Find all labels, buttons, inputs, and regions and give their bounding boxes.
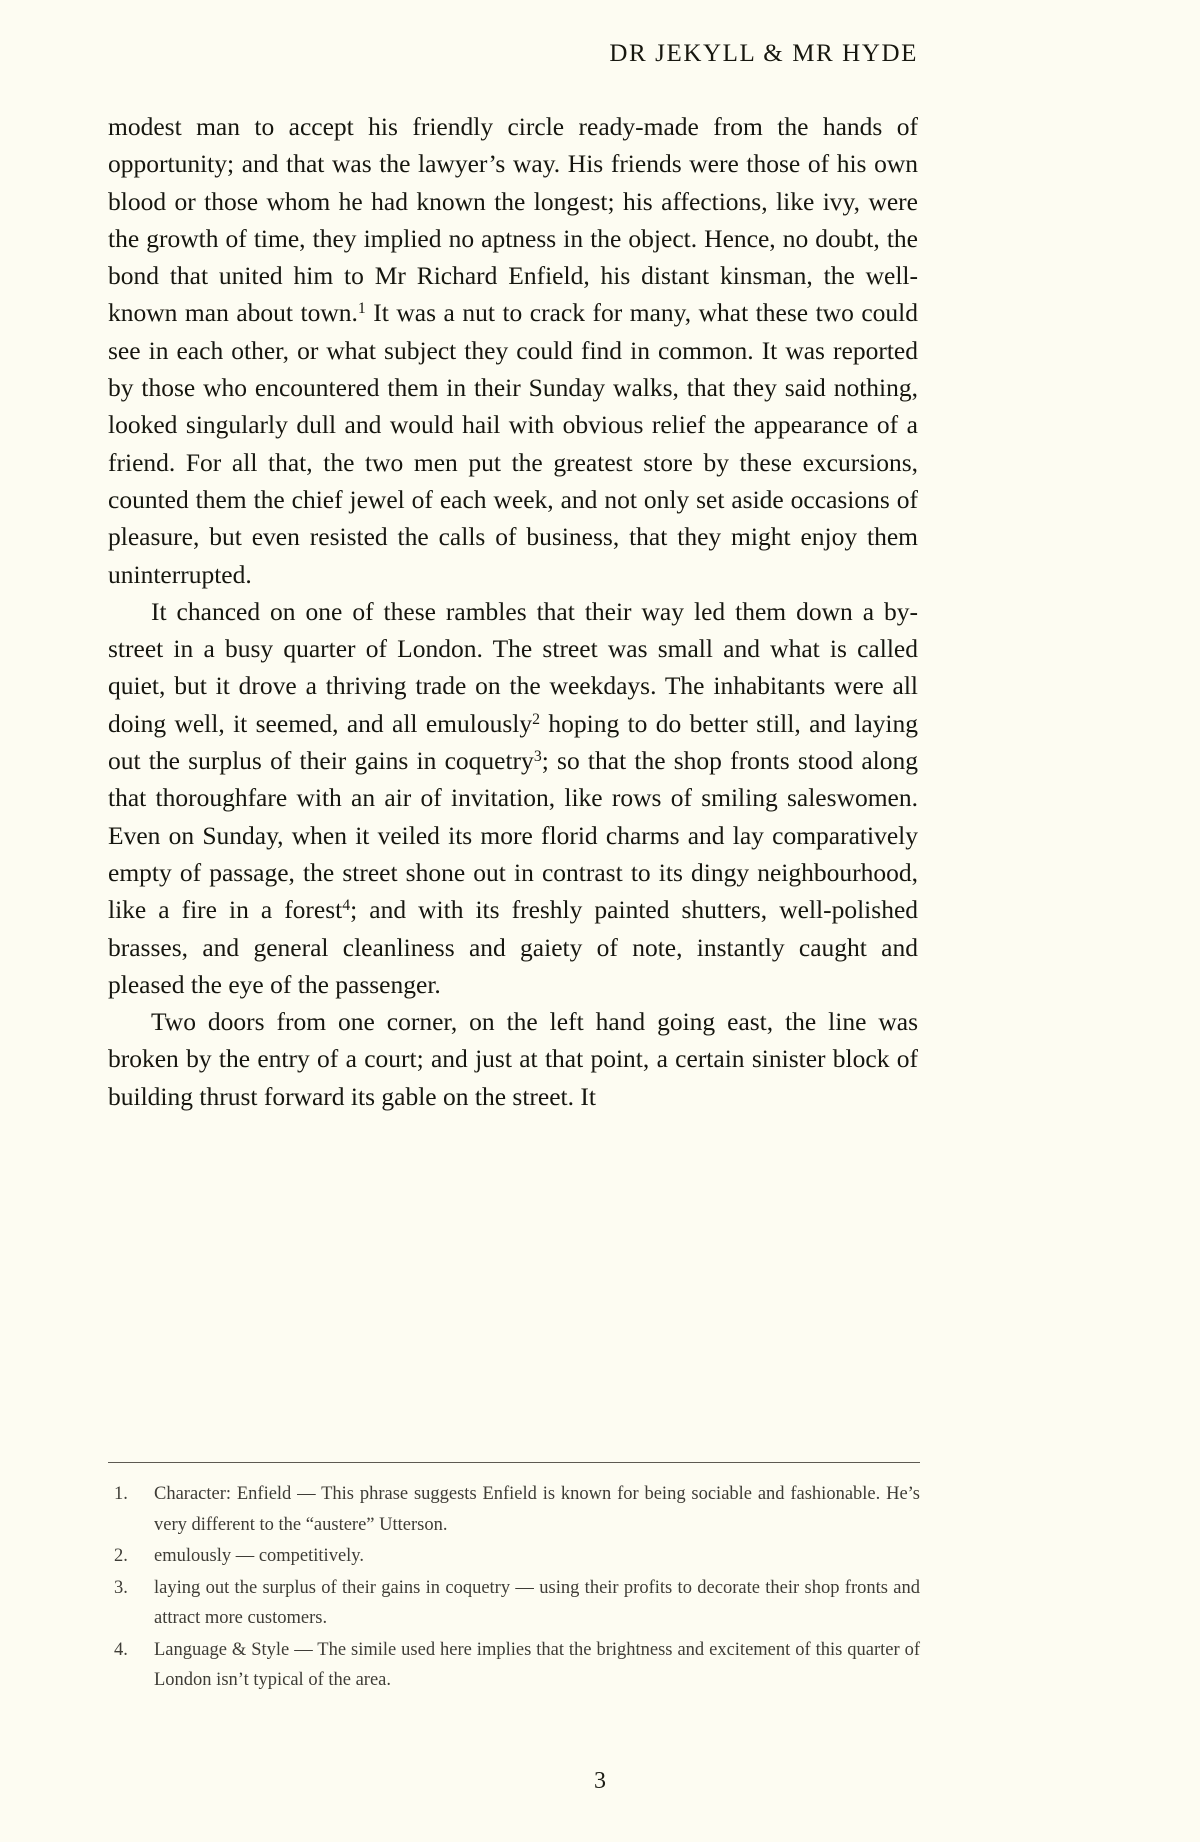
footnote-number: 4. (114, 1639, 128, 1660)
paragraph: modest man to accept his friendly circle ready-made from the hands of opportunity; and that was the lawyer’s way. His friends were those of his own blood or those whom he had known the longest; his affections, like ivy, were the growth of time, they implied no aptness in the object. Hence, no doubt, the bond that united him to Mr Richard Enfield, his distant kinsman, the well-known man about town.$^1$ It was a nut to crack for many, what these two could see in each other, or what subject they could find in common. It was reported by those who encountered them in their Sunday walks, that they said nothing, looked singularly dull and would hail with obvious relief the appearance of a friend. For all that, the two men put the greatest store by these excursions, counted them the chief jewel of each week, and not only set aside occasions of pleasure, but even resisted the calls of business, that they might enjoy them uninterrupted. (108, 112, 918, 589)
footnote-text: laying out the surplus of their gains in coquetry — using their profits to decorate their shop fronts and attract more customers. (154, 1577, 920, 1628)
page-number: 3 (594, 1768, 606, 1794)
paragraph: It chanced on one of these rambles that their way led them down a by-street in a busy quarter of London. The street was small and what is called quiet, but it drove a thriving trade on the weekdays. The inhabitants were all doing well, it seemed, and all emulously$^2$ hoping to do better still, and laying out the surplus of their gains in coquetry$^3$; so that the shop fronts stood along that thoroughfare with an air of invitation, like rows of smiling saleswomen. Even on Sunday, when it veiled its more florid charms and lay comparatively empty of passage, the street shone out in contrast to its dingy neighbourhood, like a fire in a forest$^4$; and with its freshly painted shutters, well-polished brasses, and general cleanliness and gaiety of note, instantly caught and pleased the eye of the passenger. (108, 596, 919, 999)
paragraph: Two doors from one corner, on the left hand going east, the line was broken by the entry of a court; and just at that point, a certain sinister block of building thrust forward its gable on the street. It (108, 1007, 918, 1111)
footnote-list (108, 1479, 920, 1696)
running-head: DR JEKYLL & MR HYDE (609, 40, 918, 67)
body-text-block (108, 108, 918, 1115)
footnote-item (108, 1479, 920, 1540)
footnote-section (108, 1462, 920, 1697)
footnote-number: 3. (114, 1577, 128, 1598)
footnote-number: 2. (114, 1546, 128, 1566)
footnote-item (108, 1635, 920, 1696)
footnote-text: Language & Style — The simile used here implies that the brightness and excitement of this quarter of London isn’t typical of the area. (154, 1639, 920, 1690)
footnote-number: 1. (114, 1484, 128, 1504)
footnote-text: Character: Enfield — This phrase suggests Enfield is known for being sociable and fashionable. He’s very different to the “austere” Utterson. (154, 1484, 920, 1535)
footnote-divider (108, 1462, 920, 1463)
footnote-reference[interactable]: 2 (532, 710, 541, 728)
footnote-item (108, 1541, 920, 1572)
footnote-reference[interactable]: 1 (357, 300, 366, 318)
footnote-text: emulously — competitively. (154, 1546, 364, 1566)
footnote-item (108, 1573, 920, 1634)
footnote-reference[interactable]: 3 (533, 747, 542, 765)
footnote-reference[interactable]: 4 (342, 897, 351, 915)
